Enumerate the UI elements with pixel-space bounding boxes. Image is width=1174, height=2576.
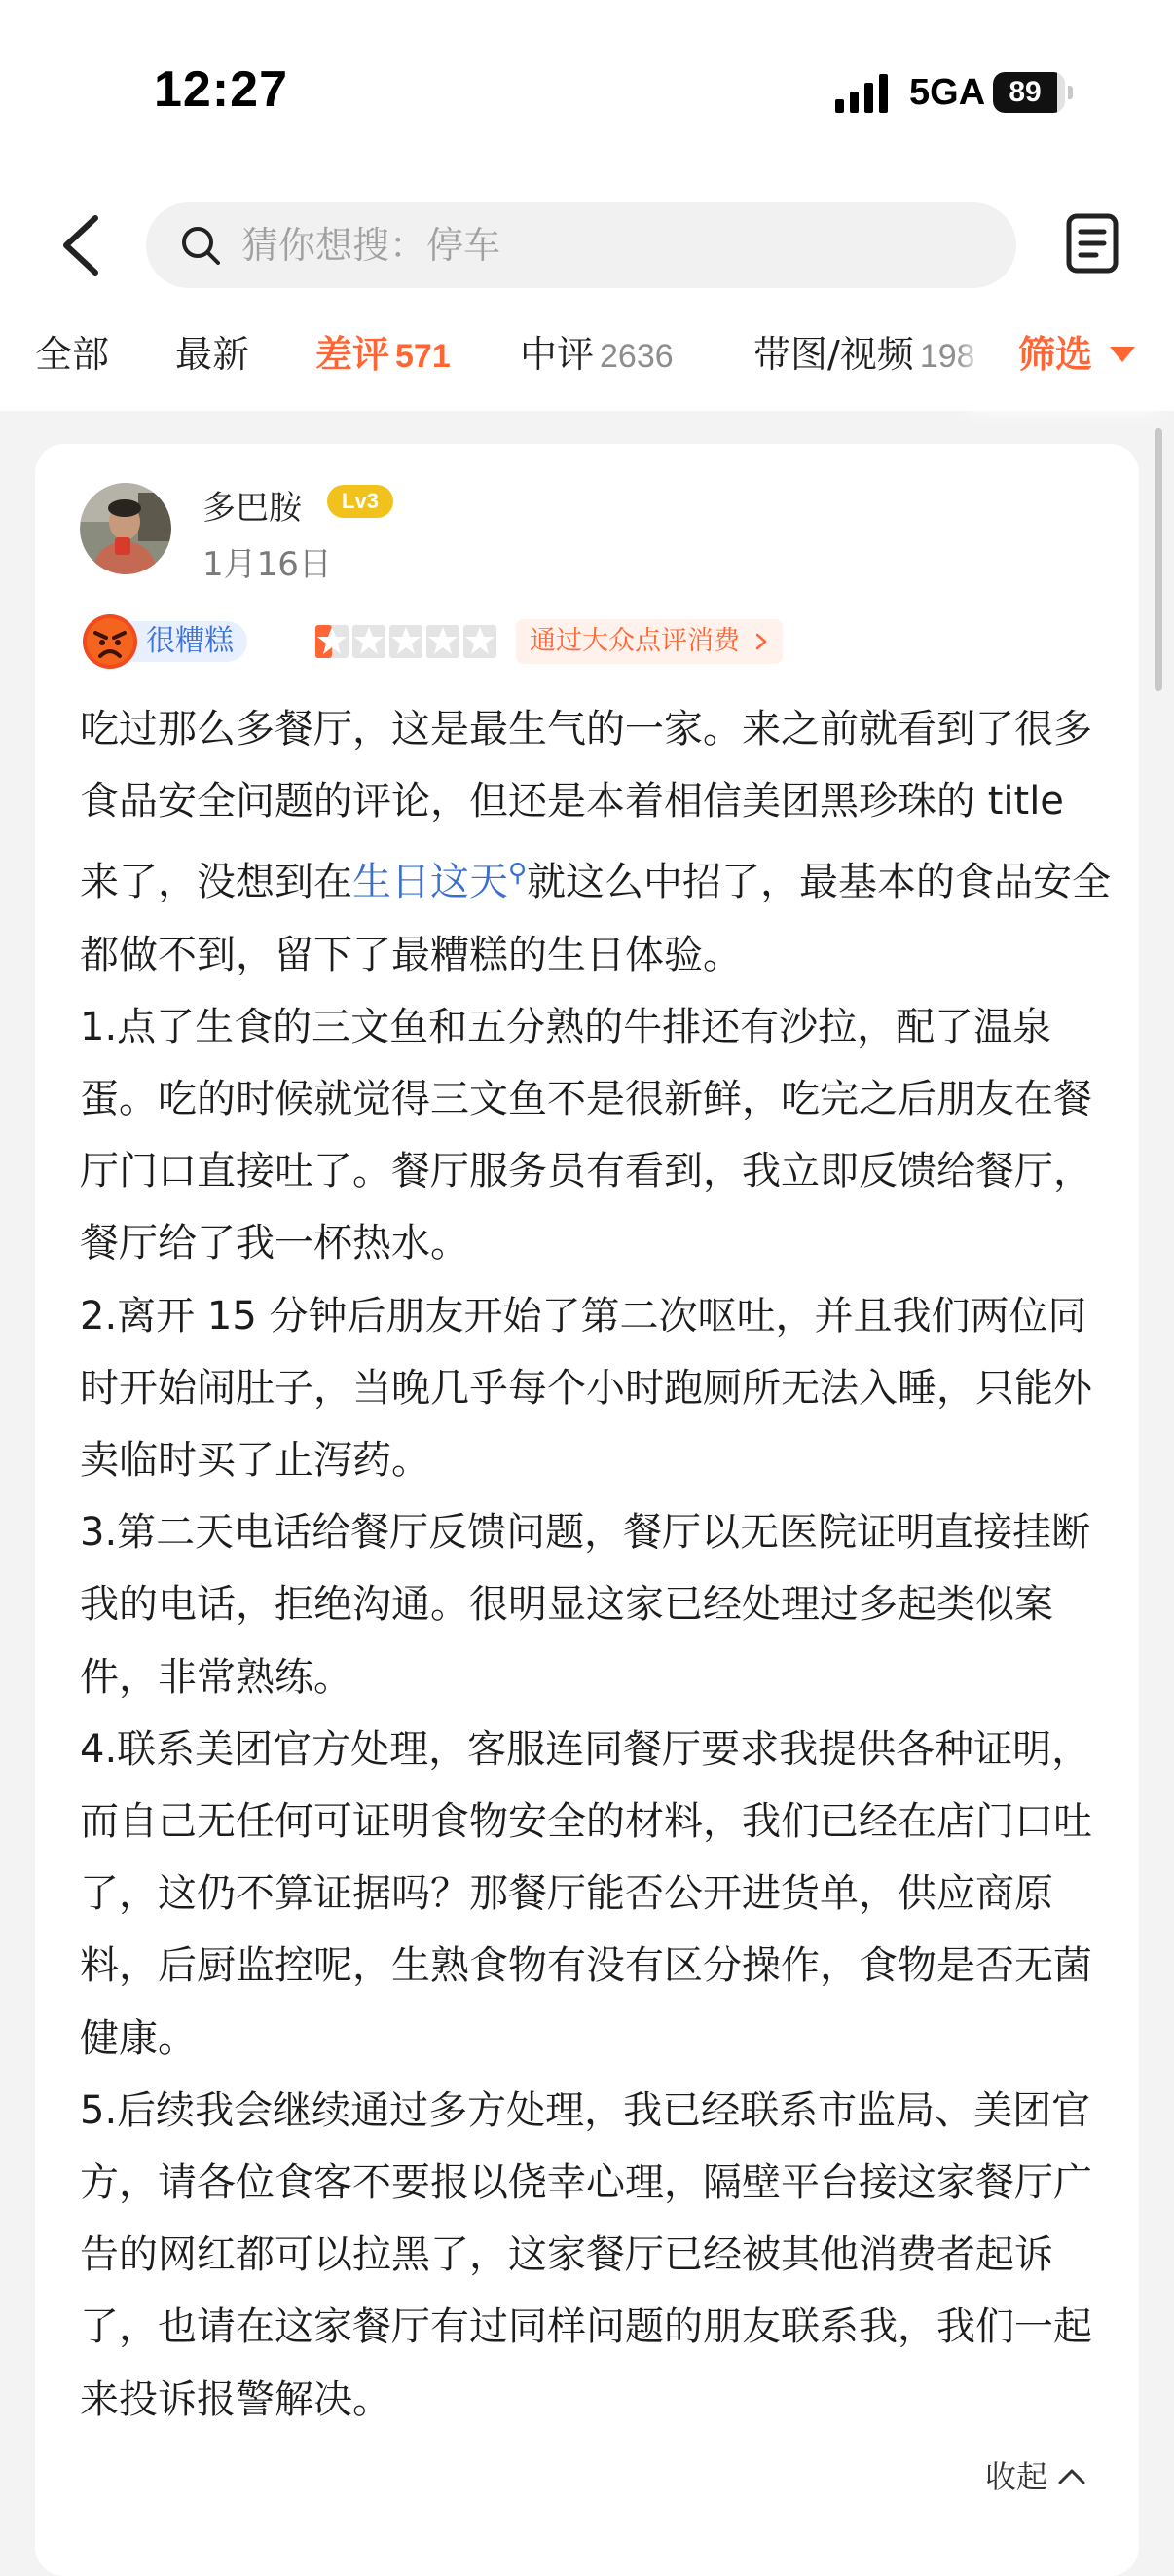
user-level-badge: Lv3 (327, 485, 393, 518)
filter-button[interactable] (985, 302, 1174, 411)
status-bar (0, 0, 1174, 185)
review-point-5: 5.后续我会继续通过多方处理，我已经联系市监局、美团官方，请各位食客不要报以侥幸心理，隔壁平台接这家餐厅广告的网红都可以拉黑了，这家餐厅已经被其他消费者起诉了，也请在这家餐厅有过同样问题的朋友联系我，我们一起来投诉报警解决。 (80, 2087, 1092, 2422)
scrollbar[interactable] (1155, 428, 1162, 691)
star-icon (426, 625, 459, 658)
review-date: 1月16日 (202, 545, 332, 584)
tab-neutral[interactable] (520, 302, 674, 411)
rating-row (82, 613, 1094, 670)
star-rating (315, 625, 510, 658)
consume-tag[interactable] (516, 619, 783, 664)
star-icon (389, 625, 422, 658)
tab-negative[interactable] (315, 302, 451, 411)
battery-body (993, 72, 1065, 113)
review-point-1: 1.点了生食的三文鱼和五分熟的牛排还有沙拉，配了温泉蛋。吃的时候就觉得三文鱼不是很新鲜，吃完之后朋友在餐厅门口直接吐了。餐厅服务员有看到，我立即反馈给餐厅，餐厅给了我一杯热水。 (80, 1004, 1092, 1267)
tab-label: 中评 (520, 333, 595, 376)
battery-tip (1068, 86, 1073, 99)
chevron-right-icon (753, 633, 769, 650)
document-list-icon[interactable] (1063, 212, 1121, 275)
poi-link[interactable] (352, 860, 527, 904)
review-point-4: 4.联系美团官方处理，客服连同餐厅要求我提供各种证明，而自己无任何可证明食物安全的材料，我们已经在店门口吐了，这仍不算证据吗？那餐厅能否公开进货单，供应商原料，后厨监控呢，生熟食物有没有区分操作，食物是否无菌健康。 (80, 1726, 1092, 2061)
chevron-up-icon (1057, 2466, 1086, 2485)
tab-scroll-area (740, 302, 993, 411)
network-label: 5GA (909, 72, 986, 113)
review-paragraph (80, 693, 1112, 991)
star-icon (463, 625, 496, 658)
filter-label: 筛选 (1018, 333, 1093, 376)
consume-tag-label: 通过大众点评消费 (530, 626, 740, 656)
tab-label: 差评 (315, 333, 390, 376)
battery-percent: 89 (1009, 76, 1042, 108)
review-card (35, 444, 1139, 2576)
search-input[interactable] (146, 202, 1016, 288)
user-name[interactable]: 多巴胺 (202, 489, 302, 528)
tab-photo-video[interactable] (753, 302, 975, 411)
user-avatar[interactable] (80, 483, 171, 574)
back-arrow-icon[interactable] (56, 214, 107, 276)
review-text: 就这么中招了，最基本的食品安全都做不到，留下了最糟糕的生日体验。 (80, 860, 1112, 977)
review-text: 吃过那么多餐厅，这是最生气的一家。来之前就看到了很多食品安全问题的评论，但还是本着相信美团黑珍珠的 title 来了，没想到在 (80, 707, 1092, 905)
review-point-3: 3.第二天电话给餐厅反馈问题，餐厅以无医院证明直接挂断我的电话，拒绝沟通。很明显这家已经处理过多起类似案件，非常熟练。 (80, 1510, 1091, 1700)
tab-count: 198 (919, 338, 975, 375)
tab-count: 2636 (600, 338, 674, 375)
tab-label: 最新 (175, 333, 250, 376)
poi-link-text: 生日这天 (352, 860, 508, 905)
collapse-button[interactable] (985, 2447, 1086, 2506)
star-icon (352, 625, 385, 658)
star-icon (315, 625, 349, 658)
tab-all[interactable] (35, 302, 109, 411)
tab-count: 571 (395, 338, 451, 375)
caret-down-icon (1110, 345, 1135, 364)
header (0, 185, 1174, 302)
search-icon (179, 224, 222, 267)
battery-indicator (993, 72, 1073, 113)
status-time: 12:27 (154, 61, 288, 118)
review-filter-tabs (0, 302, 1174, 411)
tab-label: 全部 (35, 333, 110, 376)
tab-latest[interactable] (175, 302, 249, 411)
angry-face-icon (82, 613, 138, 670)
signal-icon (835, 74, 894, 115)
collapse-label: 收起 (985, 2458, 1048, 2495)
search-placeholder: 猜你想搜：停车 (241, 224, 501, 267)
tab-label: 带图/视频 (753, 333, 914, 376)
review-point-2: 2.离开 15 分钟后朋友开始了第二次呕吐，并且我们两位同时开始闹肚子，当晚几乎每个小时跑厕所无法入睡，只能外卖临时买了止泻药。 (80, 1293, 1092, 1484)
rating-label: 很糟糕 (121, 621, 247, 662)
search-link-icon: ⚲ (508, 859, 528, 889)
review-content (80, 693, 1112, 2436)
